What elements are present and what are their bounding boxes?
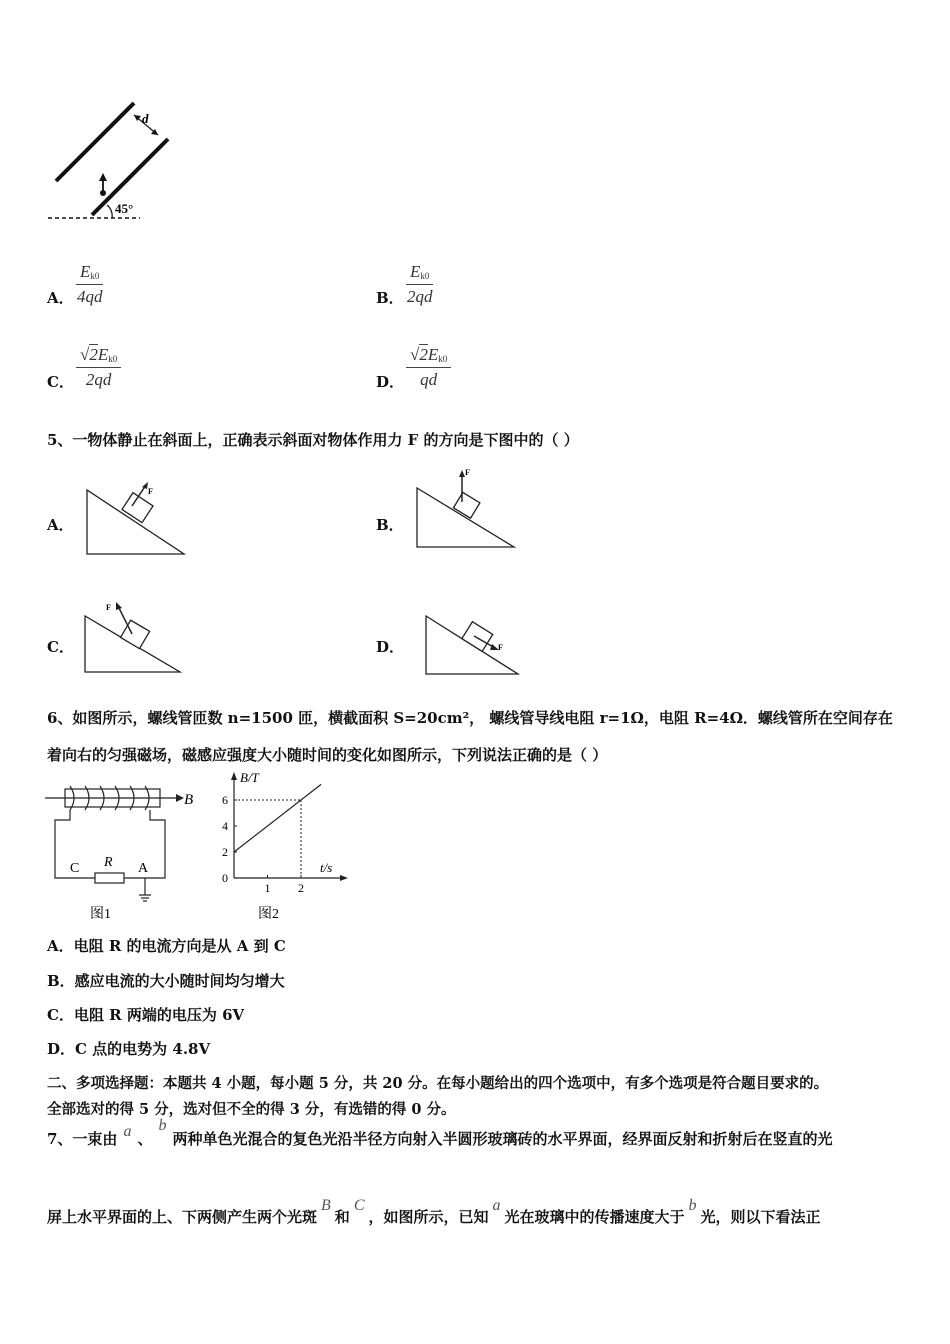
option-a-fraction[interactable]: $E_{k0}$ 4qd [76, 262, 103, 306]
x-tick-label: 1 [264, 881, 271, 895]
q6-bt-chart [210, 768, 360, 925]
y-tick-label: 4 [222, 819, 228, 833]
q7-line1: 7、一束由 a 、b两种单色光混合的复色光沿半径方向射入半圆形玻璃砖的水平界面，经界面反射和折射后在竖直的光 [47, 1117, 833, 1148]
var-B: B [321, 1197, 331, 1214]
point-a-label: A [138, 861, 149, 876]
y-tick-label: 0 [222, 871, 228, 885]
option-letter-a: A． [47, 289, 74, 307]
q5-option-a-figure[interactable] [82, 478, 192, 560]
q5-option-b-figure[interactable] [412, 466, 522, 552]
fig1-caption: 图1 [90, 907, 111, 922]
option-c-fraction[interactable]: $√2E_{k0}$ 2qd [76, 345, 121, 390]
angle-arc [107, 205, 112, 218]
svg-text:F: F [498, 643, 503, 652]
q7-line2: 屏上水平界面的上、下两侧产生两个光斑B和C，如图所示，已知a光在玻璃中的传播速度大于b光，则以下看法正 [47, 1197, 821, 1226]
y-axis-label: B/T [240, 770, 259, 785]
series-line [234, 784, 321, 852]
option-b-fraction[interactable]: $E_{k0}$ 2qd [406, 262, 433, 306]
y-tick-label: 2 [222, 845, 228, 859]
var-b: b [158, 1117, 167, 1134]
section2-intro-line2: 全部选对的得 5 分，选对但不全的得 3 分，有选错的得 0 分。 [47, 1101, 456, 1118]
q6-option-c[interactable]: C．电阻 R 两端的电压为 6V [47, 1006, 245, 1024]
q6-stem-line2: 着向右的匀强磁场，磁感应强度大小随时间的变化如图所示，下列说法正确的是（ ） [47, 746, 608, 764]
plate-upper [56, 103, 134, 181]
var-C: C [353, 1197, 365, 1214]
gap-label-d: d [142, 111, 149, 126]
y-tick-label: 6 [222, 793, 228, 807]
q6-stem-line1: 6、如图所示，螺线管匝数 n=1500 匝，横截面积 S=20cm²， 螺线管导线电阻 r=1Ω，电阻 R=4Ω．螺线管所在空间存在 [47, 709, 893, 727]
q5-option-letter-c: C． [47, 638, 74, 656]
option-letter-c: C． [47, 373, 74, 391]
point-c-label: C [70, 861, 80, 876]
var-a2: a [492, 1197, 501, 1214]
q5-option-letter-a: A． [47, 516, 74, 534]
angle-label: 45° [115, 201, 134, 216]
q6-option-b[interactable]: B．感应电流的大小随时间均匀增大 [47, 972, 285, 990]
plates-figure [40, 95, 190, 230]
resistor-r [95, 873, 124, 883]
q5-stem: 5、一物体静止在斜面上，正确表示斜面对物体作用力 F 的方向是下图中的（ ） [47, 431, 579, 449]
q5-option-letter-b: B． [376, 516, 404, 534]
q5-option-d-figure[interactable] [422, 610, 527, 680]
var-b2: b [688, 1197, 697, 1214]
fig2-caption: 图2 [258, 907, 279, 922]
option-letter-b: B． [376, 289, 404, 307]
svg-text:F: F [465, 468, 470, 477]
x-axis-label: t/s [320, 860, 333, 875]
field-label: B [184, 792, 194, 808]
resistor-label: R [104, 855, 113, 870]
svg-text:F: F [148, 487, 153, 496]
q6-option-d[interactable]: D．C 点的电势为 4.8V [47, 1040, 211, 1058]
q6-option-a[interactable]: A．电阻 R 的电流方向是从 A 到 C [47, 937, 286, 955]
option-letter-d: D． [376, 373, 405, 391]
q5-option-c-figure[interactable] [82, 598, 192, 680]
section2-intro-line1: 二、多项选择题：本题共 4 小题，每小题 5 分，共 20 分。在每小题给出的四个选项中，有多个选项是符合题目要求的。 [47, 1075, 829, 1092]
option-d-fraction[interactable]: $√2E_{k0}$ qd [406, 345, 451, 390]
svg-text:F: F [106, 603, 111, 612]
q6-circuit-figure [40, 780, 205, 925]
var-a: a [123, 1123, 132, 1140]
x-tick-label: 2 [298, 881, 304, 895]
q5-option-letter-d: D． [376, 638, 405, 656]
